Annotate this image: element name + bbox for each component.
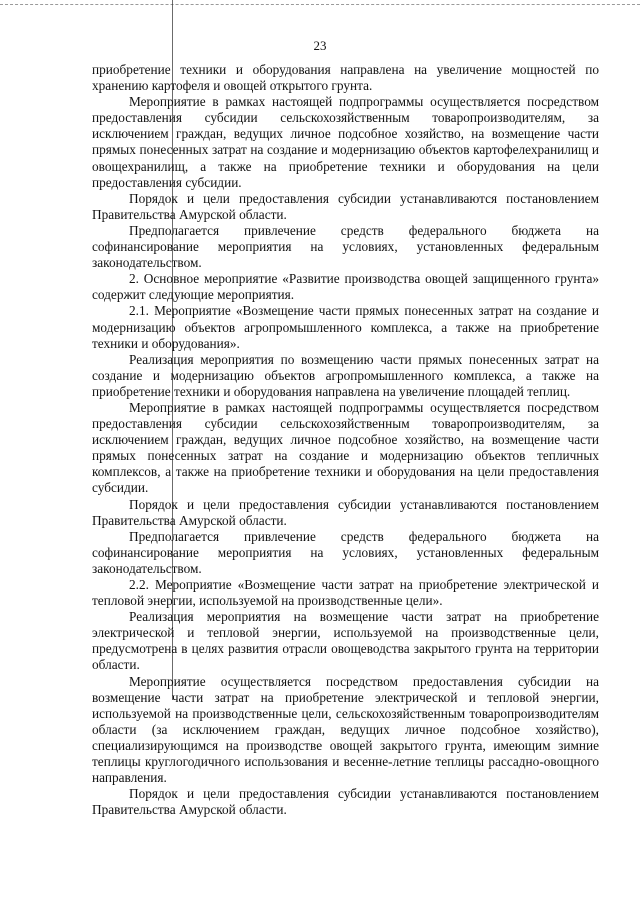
paragraph-7: Реализация мероприятия по возмещению части прямых понесенных затрат на создание и модернизацию объектов агропромышленного комплекса, а также на приобретение техники и оборудования направлена на увеличение площадей теплиц. [92, 351, 599, 399]
paragraph-13: Мероприятие осуществляется посредством предоставления субсидии на возмещение части затрат на приобретение электрической и тепловой энергии, используемой на производственные цели, сельскохозяйственным товаропроизводителям области (за исключением граждан, ведущих личное подсобное хозяйство), специализирующимся на производстве овощей закрытого грунта, имеющим зимние теплицы круглогодичного использования и весенне-летние теплицы рассадно-овощного направления. [92, 673, 599, 786]
paragraph-4: Предполагается привлечение средств федерального бюджета на софинансирование мероприятия на условиях, установленных федеральным законодательством. [92, 222, 599, 271]
paragraph-1: приобретение техники и оборудования направлена на увеличение мощностей по хранению картофеля и овощей открытого грунта. [92, 62, 599, 94]
paragraph-9: Порядок и цели предоставления субсидии устанавливаются постановлением Правительства Амурской области. [92, 496, 599, 528]
paragraph-11: 2.2. Мероприятие «Возмещение части затрат на приобретение электрической и тепловой энергии, используемой на производственные цели». [92, 577, 599, 609]
paragraph-14: Порядок и цели предоставления субсидии устанавливаются постановлением Правительства Амурской области. [92, 786, 599, 818]
paragraph-2: Мероприятие в рамках настоящей подпрограммы осуществляется посредством предоставления субсидии сельскохозяйственным товаропроизводителям, за исключением граждан, ведущих личное подсобное хозяйство, на возмещение части прямых понесенных затрат на создание и модернизацию объектов картофелехранилищ и овощехранилищ, а также на приобретение техники и оборудования на цели предоставления субсидии. [92, 94, 599, 190]
document-body [92, 62, 599, 818]
paragraph-8: Мероприятие в рамках настоящей подпрограммы осуществляется посредством предоставления субсидии сельскохозяйственным товаропроизводителям, за исключением граждан, ведущих личное подсобное хозяйство, на возмещение части прямых понесенных затрат на создание и модернизацию объектов тепличных комплексов, а также на приобретение техники и оборудования на цели предоставления субсидии. [92, 399, 599, 496]
paragraph-12: Реализация мероприятия на возмещение части затрат на приобретение электрической и тепловой энергии, используемой на производственные цели, предусмотрена в целях развития отрасли овощеводства закрытого грунта на территории области. [92, 609, 599, 673]
paragraph-10: Предполагается привлечение средств федерального бюджета на софинансирование мероприятия на условиях, установленных федеральным законодательством. [92, 528, 599, 576]
scan-top-edge [0, 4, 640, 6]
paragraph-5: 2. Основное мероприятие «Развитие производства овощей защищенного грунта» содержит следующие мероприятия. [92, 271, 599, 303]
paragraph-3: Порядок и цели предоставления субсидии устанавливаются постановлением Правительства Амурской области. [92, 190, 599, 222]
paragraph-6: 2.1. Мероприятие «Возмещение части прямых понесенных затрат на создание и модернизацию объектов агропромышленного комплекса, а также на приобретение техники и оборудования». [92, 303, 599, 351]
page-number: 23 [313, 38, 327, 53]
